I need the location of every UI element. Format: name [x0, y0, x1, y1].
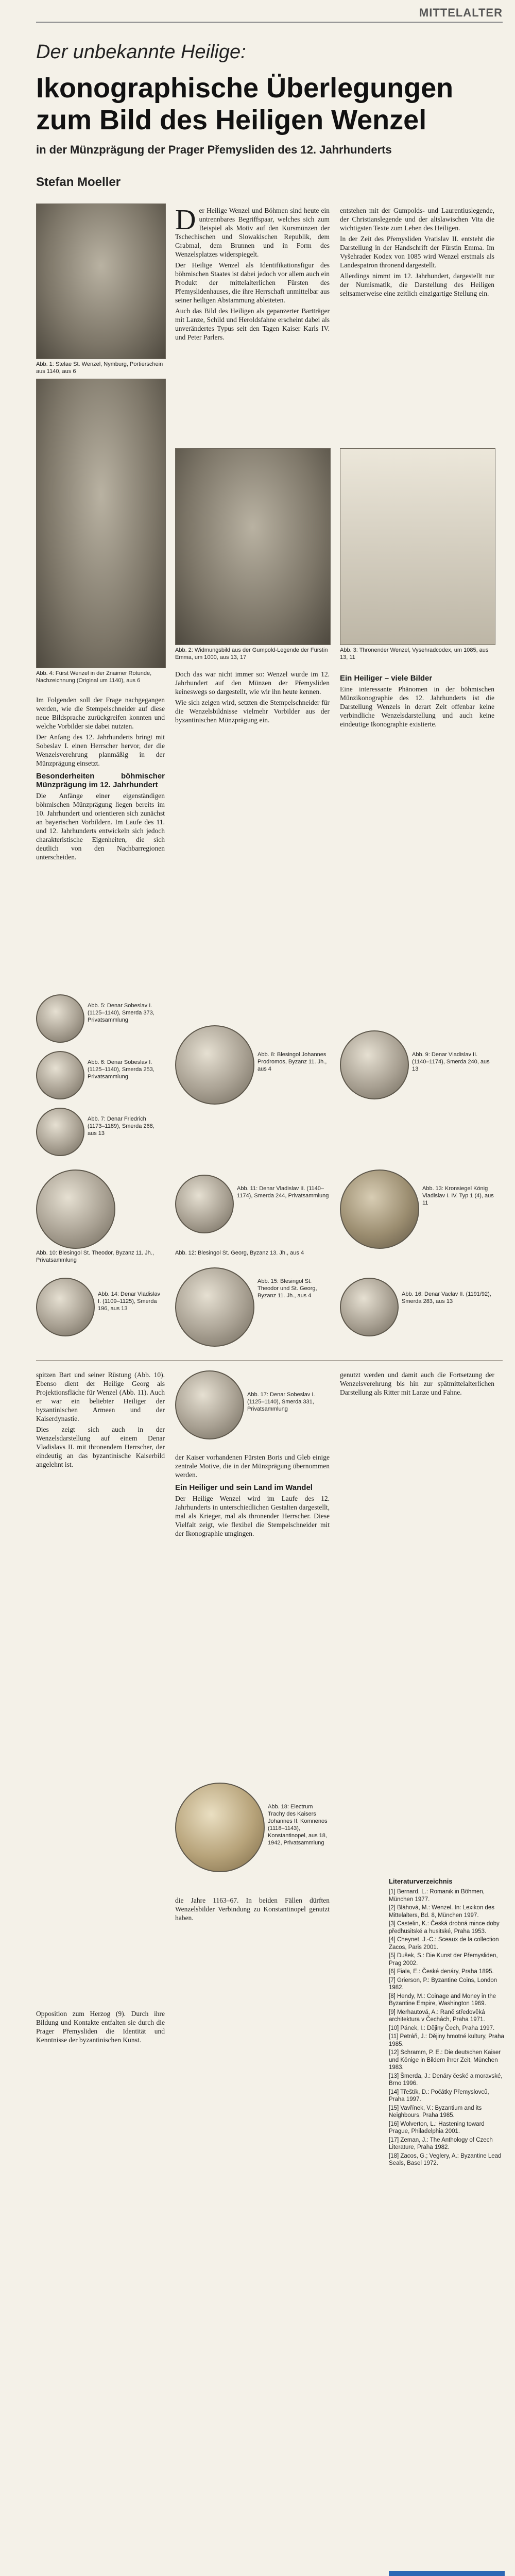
- lower-right-column: [340, 1370, 494, 1731]
- literature-item: [14] Třeštík, D.: Počátky Přemyslovců, Praha 1997.: [389, 2089, 489, 2103]
- section-label: MITTELALTER: [419, 6, 503, 19]
- left-column-text: [36, 696, 165, 984]
- figure-5-caption: Abb. 5: Denar Sobeslav I. (1125–1140), Smerda 373, Privatsammlung: [88, 1003, 154, 1023]
- literature-item: [13] Šmerda, J.: Denáry české a moravské, Brno 1996.: [389, 2073, 503, 2087]
- figure-3-photo: [340, 448, 495, 645]
- lower-text-a: spitzen Bart und seiner Rüstung (Abb. 10). Ebenso dient der Heilige Georg als Projektionsfläche für Wenzel (Abb. 11). Auch er war ein beliebter Heiliger der byzantinischen Armeen und der Kaiserdynastie.: [36, 1371, 165, 1422]
- figure-7-caption: Abb. 7: Denar Friedrich (1173–1189), Smerda 268, aus 13: [88, 1116, 154, 1137]
- literature-item: [15] Vavřínek, V.: Byzantium and its Neighbours, Praha 1985.: [389, 2105, 482, 2119]
- coin-figure-15: [175, 1267, 254, 1347]
- figure-15-caption: Abb. 15: Blesingol St. Theodor und St. Georg, Byzanz 11. Jh., aus 4: [258, 1278, 317, 1299]
- article-headline: Ikonographische Überlegungen zum Bild des Heiligen Wenzel: [36, 73, 454, 135]
- bottom-middle-column: [175, 1896, 330, 2576]
- subheading-land: Ein Heiliger und sein Land im Wandel: [175, 1483, 313, 1492]
- literature-item: [16] Wolverton, L.: Hastening toward Prague, Philadelphia 2001.: [389, 2121, 485, 2134]
- lower-text-e: die Jahre 1163–67. In beiden Fällen dürften Wenzelsbilder Verbindung zu Konstantinopel genutzt haben.: [175, 1896, 330, 1922]
- col3-text-b: In der Zeit des Přemysliden Vratislav II. entsteht die Darstellung in der Handschrift der Fürstin Emma. Im Vyšehrader Kodex von 1085 wird Wenzel erstmals als Landespatron thronend dargestellt.: [340, 235, 494, 269]
- figure-1-photo: [36, 204, 166, 359]
- subheading-coinage: Besonderheiten böhmischer Münzprägung im 12. Jahrhundert: [36, 772, 165, 789]
- figure-6-caption: Abb. 6: Denar Sobeslav I. (1125–1140), Smerda 253, Privatsammlung: [88, 1059, 154, 1080]
- figure-13-caption: Abb. 13: Kronsiegel König Vladislav I. IV. Typ 1 (4), aus 11: [422, 1185, 494, 1206]
- lower-middle-column: [175, 1453, 330, 1772]
- literature-item: [3] Castelin, K.: Česká drobná mince doby předhusitské a husitské, Praha 1953.: [389, 1921, 500, 1935]
- lower-text-c: Opposition zum Herzog (9). Durch ihre Bildung und Kontakte entfalten sie durch die Prager Přemysliden die Identität und Kenntnisse der byzantinischen Kunst.: [36, 2010, 165, 2044]
- coin-figure-6: [36, 1051, 84, 1099]
- article-subhead: in der Münzprägung der Prager Přemysliden des 12. Jahrhunderts: [36, 143, 392, 156]
- coin-figure-5: [36, 994, 84, 1043]
- drop-cap: D: [175, 206, 196, 236]
- coin-figure-11: [175, 1175, 234, 1233]
- figure-14-caption: Abb. 14: Denar Vladislav I. (1109–1125), Smerda 196, aus 13: [98, 1291, 161, 1312]
- literature-item: [2] Bláhová, M.: Wenzel. In: Lexikon des Mittelalters, Bd. 8, München 1997.: [389, 1905, 494, 1919]
- figure-12-caption: Abb. 12: Blesingol St. Georg, Byzanz 13. Jh., aus 4: [175, 1250, 304, 1256]
- figure-9-caption: Abb. 9: Denar Vladislav II. (1140–1174), Smerda 240, aus 13: [412, 1052, 490, 1072]
- intro-column: [175, 206, 330, 443]
- literature-item: [5] Dušek, S.: Die Kunst der Přemysliden, Prag 2002.: [389, 1953, 498, 1967]
- mid-text-a: Im Folgenden soll der Frage nachgegangen werden, wie die Stempelschneider auf diese neue Bildsprache zurückgreifen konnten und welche Vorbilder sie dabei nutzten.: [36, 696, 165, 730]
- figure-1-caption: Abb. 1: Stelae St. Wenzel, Nymburg, Portierschein aus 1140, aus 6: [36, 361, 163, 375]
- figure-10-caption: Abb. 10: Blesingol St. Theodor, Byzanz 11. Jh., Privatsammlung: [36, 1250, 154, 1263]
- literature-item: [7] Grierson, P.: Byzantine Coins, London 1982.: [389, 1977, 497, 1991]
- literature-item: [11] Petráň, J.: Dějiny hmotné kultury, Praha 1985.: [389, 2033, 504, 2047]
- issue-announcement-box: [389, 2571, 505, 2576]
- coinage-text: Die Anfänge einer eigenständigen böhmischen Münzprägung liegen bereits im 10. Jahrhundert und orientieren sich zunächst an bayerischen Vorbildern. Im Laufe des 11. und 12. Jahrhunderts entwickeln sich jedoch charakteristische Eigenheiten, die sich deutlich von den Nachbarregionen unterscheiden.: [36, 792, 165, 861]
- figure-4-caption: Abb. 4: Fürst Wenzel in der Znaimer Rotunde, Nachzeichnung (Original um 1140), aus 6: [36, 670, 152, 684]
- figure-8-caption: Abb. 8: Blesingol Johannes Prodromos, Byzanz 11. Jh., aus 4: [258, 1052, 327, 1072]
- literature-item: [18] Zacos, G.; Veglery, A.: Byzantine Lead Seals, Basel 1972.: [389, 2153, 502, 2166]
- middle-column-text: [175, 670, 330, 958]
- literature-list: [389, 1888, 505, 2167]
- figure-4-photo: [36, 379, 166, 668]
- literature-section: [389, 1875, 505, 2561]
- literature-item: [9] Merhautová, A.: Raně středověká architektura v Čechách, Praha 1971.: [389, 2009, 485, 2023]
- coin-figure-7: [36, 1108, 84, 1156]
- figure-11-caption: Abb. 11: Denar Vladislav II. (1140–1174), Smerda 244, Privatsammlung: [237, 1185, 329, 1199]
- coin-figure-18: [175, 1783, 265, 1872]
- literature-item: [10] Pánek, I.: Dějiny Čech, Praha 1997.: [389, 2025, 495, 2031]
- article-kicker: Der unbekannte Heilige:: [36, 41, 246, 63]
- article-author: Stefan Moeller: [36, 175, 121, 189]
- literature-item: [8] Hendy, M.: Coinage and Money in the Byzantine Empire, Washington 1969.: [389, 1993, 496, 2007]
- lower-text-f: genutzt werden und damit auch die Fortsetzung der Wenzelsverehrung bis hin zur spätmittelalterlichen Darstellung als Ritter mit Lanze und Fahne.: [340, 1371, 494, 1396]
- literature-item: [1] Bernard, L.: Romanik in Böhmen, München 1977.: [389, 1889, 485, 1903]
- lower-text-b: Dies zeigt sich auch in der Wenzelsdarstellung auf einem Denar Vladislavs II. mit thronendem Herrscher, der eindeutig an das byzantinische Kaiserbild angelehnt ist.: [36, 1426, 165, 1468]
- col2-text-a: Doch das war nicht immer so: Wenzel wurde im 12. Jahrhundert auf den Münzen der Přemysliden keineswegs so dargestellt, wie wir ihn heute kennen.: [175, 670, 330, 696]
- col2-text-b: Wie sich zeigen wird, setzten die Stempelschneider für die Wenzelsbildnisse vielmehr Vorbilder aus der byzantinischen Münzprägung ein.: [175, 699, 330, 724]
- intro-text-b: Der Heilige Wenzel als Identifikationsfigur des böhmischen Staates ist dabei jedoch vor allem auch ein Produkt der mittelalterlichen Fürsten des Přemyslidenhauses, die ihre Herrschaft unmittelbar aus seiner heiligen Abstammung ableiteten.: [175, 261, 330, 304]
- coin-figure-13: [340, 1170, 419, 1249]
- coin-figure-8: [175, 1025, 254, 1105]
- literature-item: [17] Zeman, J.: The Anthology of Czech Literature, Praha 1982.: [389, 2137, 493, 2150]
- header-rule: [36, 22, 503, 23]
- intro-text-a: er Heilige Wenzel und Böhmen sind heute ein untrennbares Begriffspaar, welches sich zum Beispiel als Motiv auf den Kursmünzen der Tschechischen und Slowakischen Republik, dem Grabmal, dem Brunnen und in Form des Wenzelsplatzes widerspiegelt.: [175, 207, 330, 258]
- literature-item: [12] Schramm, P. E.: Die deutschen Kaiser und Könige in Bildern ihrer Zeit, München 1983.: [389, 2049, 501, 2071]
- coin-figure-16: [340, 1278, 399, 1336]
- coin-figure-17: [175, 1370, 244, 1439]
- col3-text-c: Allerdings nimmt im 12. Jahrhundert, dargestellt nur der Numismatik, die Darstellung des Heiligen seltsamerweise eine zeitlich einzigartige Stellung ein.: [340, 272, 494, 297]
- column-three-top: [340, 206, 494, 443]
- literature-item: [4] Cheynet, J.-C.: Sceaux de la collection Zacos, Paris 2001.: [389, 1937, 499, 1951]
- right-column-text: [340, 670, 494, 958]
- figure-3-caption: Abb. 3: Thronender Wenzel, Vysehradcodex, um 1085, aus 13, 11: [340, 647, 489, 660]
- figure-17-caption: Abb. 17: Denar Sobeslav I. (1125–1140), Smerda 331, Privatsammlung: [247, 1392, 315, 1412]
- land-text: Der Heilige Wenzel wird im Laufe des 12. Jahrhunderts in unterschiedlichen Gestalten dargestellt, mal als Krieger, mal als thronender Herrscher. Diese Vielfalt zeigt, wie flexibel die Stempelschneider mit der Ikonographie umgingen.: [175, 1495, 330, 1537]
- bottom-left-column: [36, 2009, 165, 2576]
- figure-2-caption: Abb. 2: Widmungsbild aus der Gumpold-Legende der Fürstin Emma, um 1000, aus 13, 17: [175, 647, 328, 660]
- many-images-text: Eine interessante Phänomen in der böhmischen Münzikonographie des 12. Jahrhunderts ist die Darstellung Wenzels in derart Zeit offenbar keine verbindliche Wenzelsdarstellung und auch keine eindeutige Ikonographie existierte.: [340, 685, 494, 728]
- coin-figure-14: [36, 1278, 95, 1336]
- figure-section-divider: [36, 1360, 503, 1361]
- intro-text-c: Auch das Bild des Heiligen als gepanzerter Bartträger mit Lanze, Schild und Heroldsfahne erscheint dabei als unverändertes Typus seit den Tagen Kaiser Karls IV. und Peter Parlers.: [175, 307, 330, 341]
- lower-left-column: [36, 1370, 165, 1989]
- mid-text-b: Der Anfang des 12. Jahrhunderts bringt mit Sobeslav I. einen Herrscher hervor, der die Wenzelsverehrung planmäßig in der Münzprägung einsetzt.: [36, 733, 165, 767]
- lower-text-d: der Kaiser vorhandenen Fürsten Boris und Gleb einige zentrale Motive, die in der Münzprägung übernommen werden.: [175, 1453, 330, 1479]
- figure-18-caption: Abb. 18: Electrum Trachy des Kaisers Johannes II. Komnenos (1118–1143), Konstantinopel, aus 18, 1942, Privatsammlung: [268, 1804, 328, 1846]
- coin-figure-10: [36, 1170, 115, 1249]
- figure-16-caption: Abb. 16: Denar Vaclav II. (1191/92), Smerda 283, aus 13: [402, 1291, 491, 1304]
- literature-item: [6] Fiala, E.: České denáry, Praha 1895.: [389, 1969, 494, 1975]
- coin-figure-9: [340, 1030, 409, 1099]
- figure-2-photo: [175, 448, 331, 645]
- subheading-many-images: Ein Heiliger – viele Bilder: [340, 674, 433, 683]
- col3-text-a: entstehen mit der Gumpolds- und Laurentiuslegende, der Christianslegende und der altslawischen Vita die wichtigsten Texte zum Leben des Heiligen.: [340, 207, 494, 232]
- literature-heading: Literaturverzeichnis: [389, 1877, 453, 1885]
